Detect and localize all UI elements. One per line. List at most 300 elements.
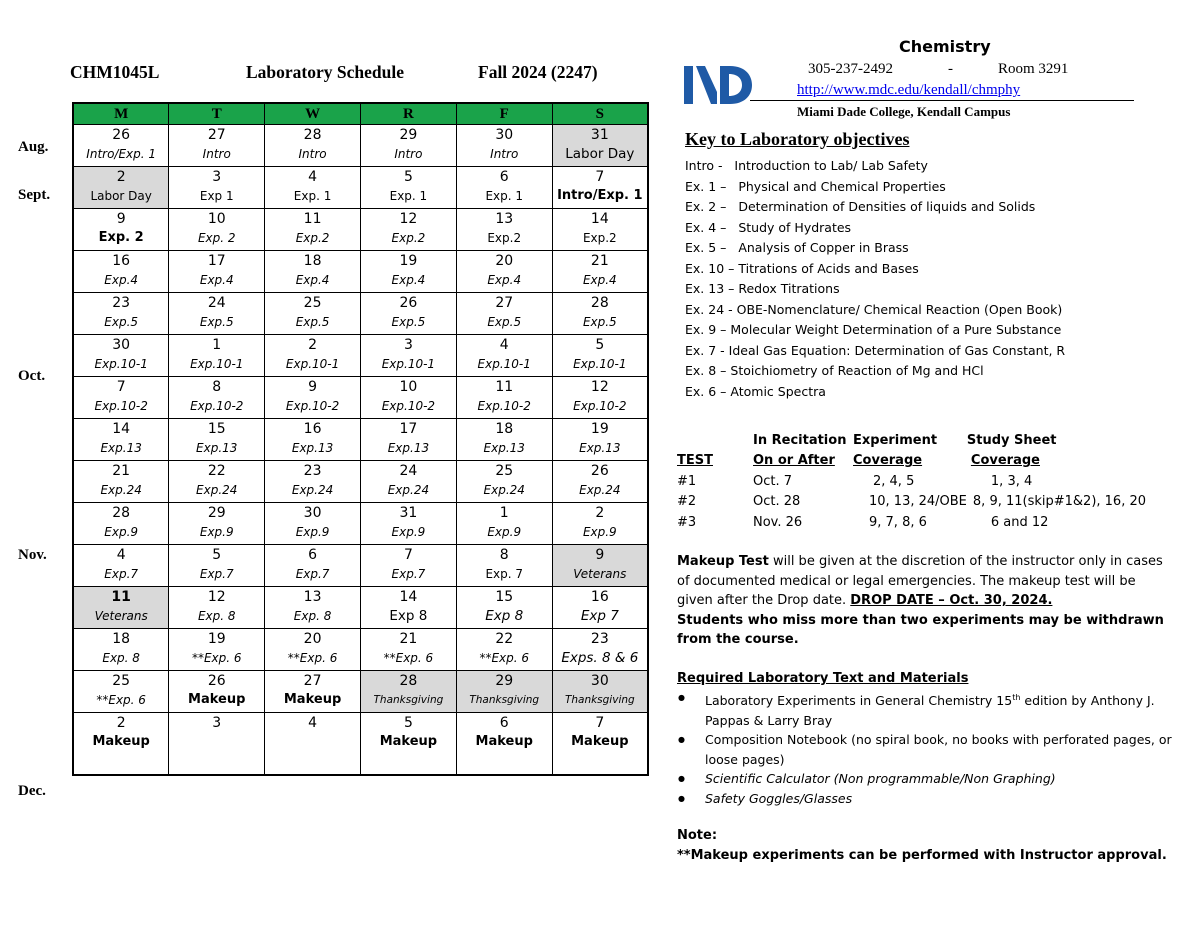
day-activity: Thanksgiving (373, 694, 444, 706)
day-number: 2 (595, 505, 605, 521)
key-item: Ex. 5 – Analysis of Copper in Brass (685, 240, 909, 255)
day-activity: Thanksgiving (469, 694, 540, 706)
calendar-day-cell (456, 545, 552, 587)
calendar-day-cell (360, 167, 456, 209)
day-header-s: S (552, 103, 648, 125)
makeup-text: will be given at the discretion of the instructor only in cases of documented medical or legal emergencies. The makeup test will be given after the Drop date. (677, 554, 1163, 608)
day-number: 3 (403, 337, 413, 353)
test-head-study: Study Sheet (966, 432, 1057, 448)
day-number: 17 (207, 253, 226, 269)
day-activity: Exp. 1 (293, 189, 332, 203)
day-number: 14 (399, 589, 418, 605)
lab-calendar (72, 102, 649, 776)
department-room: Room 3291 (998, 61, 1069, 77)
calendar-day-cell (360, 629, 456, 671)
day-activity: Exp.9 (104, 525, 139, 539)
day-number: 30 (590, 673, 609, 689)
test-number: #2 (677, 494, 697, 510)
calendar-week (73, 671, 648, 713)
day-activity: Makeup (283, 692, 342, 707)
day-number: 28 (112, 505, 131, 521)
calendar-day-cell (169, 545, 265, 587)
calendar-day-cell (552, 587, 648, 629)
key-item: Ex. 24 - OBE-Nomenclature/ Chemical Reaction (Open Book) (685, 301, 1063, 317)
test-col-study-coverage: Coverage (970, 453, 1040, 469)
day-activity: Intro/Exp. 1 (86, 147, 157, 161)
calendar-day-cell (552, 251, 648, 293)
key-item: Ex. 13 – Redox Titrations (685, 281, 840, 296)
day-number: 18 (495, 421, 514, 437)
calendar-day-cell (552, 209, 648, 251)
calendar-day-cell (456, 503, 552, 545)
department-phone: 305-237-2492 (808, 61, 893, 77)
department-name: Chemistry (899, 37, 991, 56)
day-number: 13 (495, 211, 514, 227)
day-number: 2 (308, 337, 318, 353)
test-study-coverage: 1, 3, 4 (990, 473, 1033, 489)
note-text: **Makeup experiments can be performed with Instructor approval. (677, 848, 1167, 863)
day-activity: **Exp. 6 (479, 651, 530, 665)
calendar-day-cell (552, 461, 648, 503)
day-activity: Exp.4 (199, 273, 234, 287)
day-number: 26 (207, 673, 226, 689)
day-activity: Exp.10-1 (285, 357, 340, 371)
day-activity: Exp.7 (199, 567, 234, 581)
calendar-day-cell (73, 629, 169, 671)
day-number: 29 (207, 505, 226, 521)
day-activity: Exp.10-1 (477, 357, 531, 371)
calendar-day-cell (265, 293, 361, 335)
day-activity: Exp.10-1 (94, 357, 148, 371)
day-number: 27 (495, 295, 514, 311)
day-number: 9 (595, 547, 605, 563)
calendar-day-cell (169, 335, 265, 377)
day-number: 25 (112, 673, 131, 689)
day-number: 27 (207, 127, 226, 143)
calendar-day-cell (552, 293, 648, 335)
calendar-day-cell (456, 587, 552, 629)
calendar-day-cell (265, 377, 361, 419)
calendar-week (73, 545, 648, 587)
key-item: Ex. 9 – Molecular Weight Determination of a Pure Substance (685, 322, 1062, 337)
calendar-week (73, 335, 648, 377)
test-number: #3 (677, 514, 697, 530)
table-row (677, 492, 1146, 513)
calendar-day-cell (456, 419, 552, 461)
calendar-day-cell (73, 209, 169, 251)
day-number: 25 (495, 463, 514, 479)
day-activity: Exp. 2 (98, 230, 144, 245)
day-number: 4 (308, 169, 318, 185)
test-date: Nov. 26 (753, 514, 803, 530)
day-number: 28 (590, 295, 609, 311)
day-activity: Exp 8 (389, 608, 428, 624)
mdc-logo-icon (684, 64, 752, 106)
day-activity: Exp. 1 (485, 189, 524, 203)
test-date: Oct. 7 (753, 473, 793, 489)
day-activity: Veterans (573, 567, 627, 581)
day-activity: Thanksgiving (564, 694, 635, 706)
day-number: 9 (116, 211, 126, 227)
day-number: 9 (308, 379, 318, 395)
day-header-t: T (169, 103, 265, 125)
day-number: 5 (212, 547, 222, 563)
calendar-day-cell (265, 629, 361, 671)
day-activity: Makeup (92, 734, 150, 749)
day-activity: Exp 8 (485, 608, 524, 624)
calendar-day-cell (265, 671, 361, 713)
day-activity: Exp.9 (391, 525, 426, 539)
calendar-day-cell (169, 629, 265, 671)
calculator-item: Scientific Calculator (Non programmable/Non Graphing) (705, 771, 1056, 787)
test-col-onafter: On or After (753, 453, 835, 469)
day-activity: Makeup (475, 734, 533, 749)
key-list (685, 156, 1065, 402)
makeup-lead: Makeup Test (677, 554, 769, 569)
test-study-coverage: 6 and 12 (990, 514, 1049, 530)
makeup-policy (677, 552, 1172, 650)
phone-room-separator: - (948, 61, 953, 77)
key-item: Ex. 8 – Stoichiometry of Reaction of Mg and HCl (685, 363, 984, 378)
materials-title: Required Laboratory Text and Materials (677, 671, 969, 686)
day-activity: Exp.2 (391, 231, 426, 245)
day-activity: Exp.10-2 (477, 399, 531, 413)
list-item (705, 769, 1177, 789)
list-item (705, 789, 1177, 809)
calendar-day-cell (456, 293, 552, 335)
day-number: 26 (112, 127, 131, 143)
day-activity: Exp.24 (100, 483, 142, 497)
calendar-day-cell (73, 503, 169, 545)
calendar-day-cell (552, 335, 648, 377)
day-activity: Exp. 8 (102, 651, 140, 665)
calendar-day-cell (169, 125, 265, 167)
day-activity: Exp.24 (579, 483, 621, 497)
test-number: #1 (677, 473, 697, 489)
calendar-day-cell (265, 167, 361, 209)
day-activity: **Exp. 6 (287, 651, 338, 665)
day-activity: Makeup (571, 734, 629, 749)
day-number: 21 (112, 463, 131, 479)
calendar-day-cell (456, 251, 552, 293)
day-number: 31 (590, 127, 609, 143)
key-item: Ex. 1 – Physical and Chemical Properties (685, 178, 946, 194)
day-number: 11 (303, 211, 322, 227)
calendar-day-cell (552, 629, 648, 671)
day-number: 2 (116, 169, 126, 185)
day-number: 13 (303, 589, 322, 605)
day-number: 20 (303, 631, 322, 647)
day-number: 6 (499, 715, 509, 731)
day-activity: Exp.7 (295, 567, 330, 581)
day-activity: Exp.10-2 (94, 399, 148, 413)
day-activity: Exp.24 (483, 483, 525, 497)
day-activity: Exp.13 (100, 441, 142, 455)
day-number: 14 (112, 421, 131, 437)
calendar-day-cell (456, 335, 552, 377)
day-number: 5 (403, 715, 413, 731)
calendar-day-cell (169, 377, 265, 419)
test-exp-coverage: 9, 7, 8, 6 (869, 514, 927, 530)
calendar-day-cell (169, 503, 265, 545)
day-number: 11 (111, 589, 131, 605)
calendar-day-cell (169, 671, 265, 713)
table-row (677, 512, 1146, 533)
day-number: 5 (403, 169, 413, 185)
day-number: 16 (112, 253, 131, 269)
calendar-day-cell (456, 377, 552, 419)
calendar-day-cell (456, 629, 552, 671)
day-number: 24 (207, 295, 226, 311)
materials-list (677, 688, 1177, 808)
campus-name: Miami Dade College, Kendall Campus (797, 104, 1011, 119)
day-number: 8 (499, 547, 509, 563)
day-activity: Veterans (94, 609, 148, 623)
day-number: 10 (399, 379, 418, 395)
calendar-day-cell (360, 503, 456, 545)
day-number: 20 (495, 253, 514, 269)
calendar-day-cell (265, 419, 361, 461)
calendar-day-cell (360, 713, 456, 776)
department-url-link[interactable]: http://www.mdc.edu/kendall/chmphy (797, 82, 1021, 98)
calendar-day-cell (552, 167, 648, 209)
key-item: Ex. 6 – Atomic Spectra (685, 383, 826, 399)
key-item: Ex. 2 – Determination of Densities of liquids and Solids (685, 199, 1036, 214)
day-activity: Exp.10-1 (573, 357, 627, 371)
day-activity: Exp 1 (199, 189, 234, 203)
day-number: 26 (590, 463, 609, 479)
day-number: 16 (303, 421, 322, 437)
day-header-w: W (265, 103, 361, 125)
month-sept: Sept. (18, 187, 51, 203)
test-head-recitation: In Recitation (753, 432, 847, 448)
day-activity: Exp.5 (582, 315, 617, 329)
day-activity: Exp.10-2 (190, 399, 244, 413)
calendar-day-cell (265, 503, 361, 545)
notebook-item: Composition Notebook (no spiral book, no books with perforated pages, or loose pages) (705, 732, 1172, 767)
calendar-week (73, 629, 648, 671)
day-activity: Exp.2 (295, 231, 330, 245)
day-number: 8 (212, 379, 222, 395)
calendar-day-cell (456, 461, 552, 503)
calendar-day-cell (73, 125, 169, 167)
day-number: 24 (399, 463, 418, 479)
key-title: Key to Laboratory objectives (685, 129, 910, 149)
test-col-exp-coverage: Coverage (853, 453, 923, 469)
day-number: 19 (590, 421, 609, 437)
calendar-day-cell (456, 209, 552, 251)
day-activity: **Exp. 6 (96, 693, 146, 707)
day-activity: Exp.24 (196, 483, 238, 497)
day-activity: Exp. 7 (485, 567, 524, 581)
calendar-day-cell (73, 167, 169, 209)
calendar-day-cell (169, 293, 265, 335)
day-number: 30 (495, 127, 514, 143)
drop-date: DROP DATE – Oct. 30, 2024. (850, 593, 1053, 608)
note-title: Note: (677, 828, 718, 843)
day-activity: Intro (394, 147, 423, 161)
calendar-day-cell (169, 587, 265, 629)
day-activity: Exp.13 (483, 441, 525, 455)
day-number: 19 (207, 631, 226, 647)
calendar-day-cell (73, 419, 169, 461)
day-number: 4 (499, 337, 509, 353)
day-number: 22 (495, 631, 514, 647)
list-item (705, 730, 1177, 769)
day-activity: Labor Day (90, 189, 152, 203)
list-item (705, 688, 1177, 730)
day-number: 18 (303, 253, 322, 269)
day-activity: Exp.2 (487, 231, 522, 245)
book-edition-suffix: th (1012, 693, 1021, 702)
calendar-day-cell (265, 461, 361, 503)
day-number: 15 (207, 421, 226, 437)
day-number: 7 (595, 169, 605, 185)
day-number: 14 (590, 211, 609, 227)
day-number: 29 (399, 127, 418, 143)
month-nov: Nov. (18, 547, 47, 563)
day-activity: Exp.4 (391, 273, 426, 287)
day-number: 6 (499, 169, 509, 185)
day-activity: Exp.10-2 (285, 399, 340, 413)
day-number: 10 (207, 211, 226, 227)
withdraw-warning: Students who miss more than two experiments may be withdrawn from the course. (677, 612, 1164, 647)
test-head-experiment: Experiment (853, 432, 938, 448)
calendar-day-cell (73, 251, 169, 293)
calendar-day-cell (169, 251, 265, 293)
day-number: 1 (212, 337, 222, 353)
day-number: 2 (116, 715, 126, 731)
day-activity: Exp.5 (104, 315, 139, 329)
month-aug: Aug. (18, 139, 49, 155)
day-number: 23 (112, 295, 131, 311)
day-activity: Exp.13 (579, 441, 621, 455)
calendar-day-cell (552, 503, 648, 545)
calendar-day-cell (73, 671, 169, 713)
day-activity: Intro (298, 147, 327, 161)
calendar-day-cell (456, 125, 552, 167)
day-activity: Exp.4 (295, 273, 330, 287)
calendar-day-cell (169, 209, 265, 251)
calendar-day-cell (360, 335, 456, 377)
calendar-day-cell (552, 377, 648, 419)
day-activity: Exp.4 (582, 273, 617, 287)
calendar-day-cell (360, 377, 456, 419)
day-activity: Intro (202, 147, 231, 161)
calendar-day-cell (265, 209, 361, 251)
calendar-day-cell (169, 461, 265, 503)
calendar-day-cell (265, 251, 361, 293)
calendar-week (73, 587, 648, 629)
day-activity: **Exp. 6 (383, 651, 434, 665)
day-activity: Exp.9 (199, 525, 234, 539)
day-number: 12 (207, 589, 226, 605)
day-header-r: R (360, 103, 456, 125)
test-exp-coverage: 10, 13, 24/OBE (869, 494, 967, 510)
calendar-day-cell (360, 293, 456, 335)
day-activity: Exp. 8 (293, 609, 332, 623)
calendar-day-cell (265, 713, 361, 776)
day-activity: Intro (490, 147, 519, 161)
term-label: Fall 2024 (2247) (478, 62, 598, 82)
calendar-week (73, 503, 648, 545)
day-activity: **Exp. 6 (191, 651, 242, 665)
day-number: 21 (590, 253, 609, 269)
calendar-day-cell (360, 251, 456, 293)
day-number: 17 (399, 421, 418, 437)
calendar-day-cell (73, 545, 169, 587)
test-col-test: TEST (677, 453, 713, 469)
day-activity: Intro/Exp. 1 (557, 188, 643, 203)
calendar-day-cell (265, 545, 361, 587)
calendar-day-cell (169, 713, 265, 776)
day-header-f: F (456, 103, 552, 125)
calendar-day-cell (265, 125, 361, 167)
day-activity: Exp.7 (104, 567, 139, 581)
calendar-day-cell (73, 713, 169, 776)
day-activity: Exp.9 (295, 525, 330, 539)
day-activity: Exp. 2 (197, 231, 236, 245)
calendar-day-cell (456, 671, 552, 713)
goggles-item: Safety Goggles/Glasses (705, 790, 853, 806)
day-number: 28 (303, 127, 322, 143)
day-number: 16 (590, 589, 609, 605)
day-number: 31 (399, 505, 418, 521)
day-number: 28 (399, 673, 418, 689)
day-number: 11 (495, 379, 514, 395)
day-activity: Exp.4 (104, 273, 139, 287)
test-date: Oct. 28 (753, 494, 801, 510)
day-number: 23 (590, 631, 609, 647)
calendar-week (73, 377, 648, 419)
test-exp-coverage: 2, 4, 5 (873, 473, 915, 489)
day-number: 18 (112, 631, 131, 647)
calendar-day-cell (169, 167, 265, 209)
key-item: Intro - Introduction to Lab/ Lab Safety (685, 158, 928, 173)
calendar-day-cell (265, 587, 361, 629)
day-number: 1 (499, 505, 509, 521)
calendar-day-cell (169, 419, 265, 461)
calendar-day-cell (456, 713, 552, 776)
day-number: 5 (595, 337, 605, 353)
calendar-day-cell (360, 125, 456, 167)
day-activity: Exp.5 (295, 315, 330, 329)
calendar-week (73, 125, 648, 167)
day-number: 22 (207, 463, 226, 479)
day-activity: Exp.24 (387, 483, 430, 497)
calendar-week (73, 461, 648, 503)
calendar-day-cell (265, 335, 361, 377)
day-number: 30 (303, 505, 322, 521)
calendar-day-cell (73, 293, 169, 335)
book-authors: edition by Anthony J. Pappas & Larry Bray (705, 693, 1155, 728)
test-study-coverage: 8, 9, 11(skip#1&2), 16, 20 (972, 494, 1147, 510)
header-divider (750, 100, 1134, 101)
calendar-week (73, 419, 648, 461)
day-activity: Exp. 8 (197, 609, 236, 623)
day-activity: Exp 7 (580, 608, 619, 624)
day-number: 4 (116, 547, 126, 563)
calendar-day-cell (360, 545, 456, 587)
key-item: Ex. 7 - Ideal Gas Equation: Determination of Gas Constant, R (685, 342, 1066, 358)
day-number: 29 (495, 673, 514, 689)
table-row (677, 471, 1146, 492)
calendar-day-cell (360, 671, 456, 713)
day-activity: Exp.5 (199, 315, 234, 329)
day-number: 12 (399, 211, 418, 227)
calendar-week (73, 251, 648, 293)
test-table (677, 430, 1146, 533)
